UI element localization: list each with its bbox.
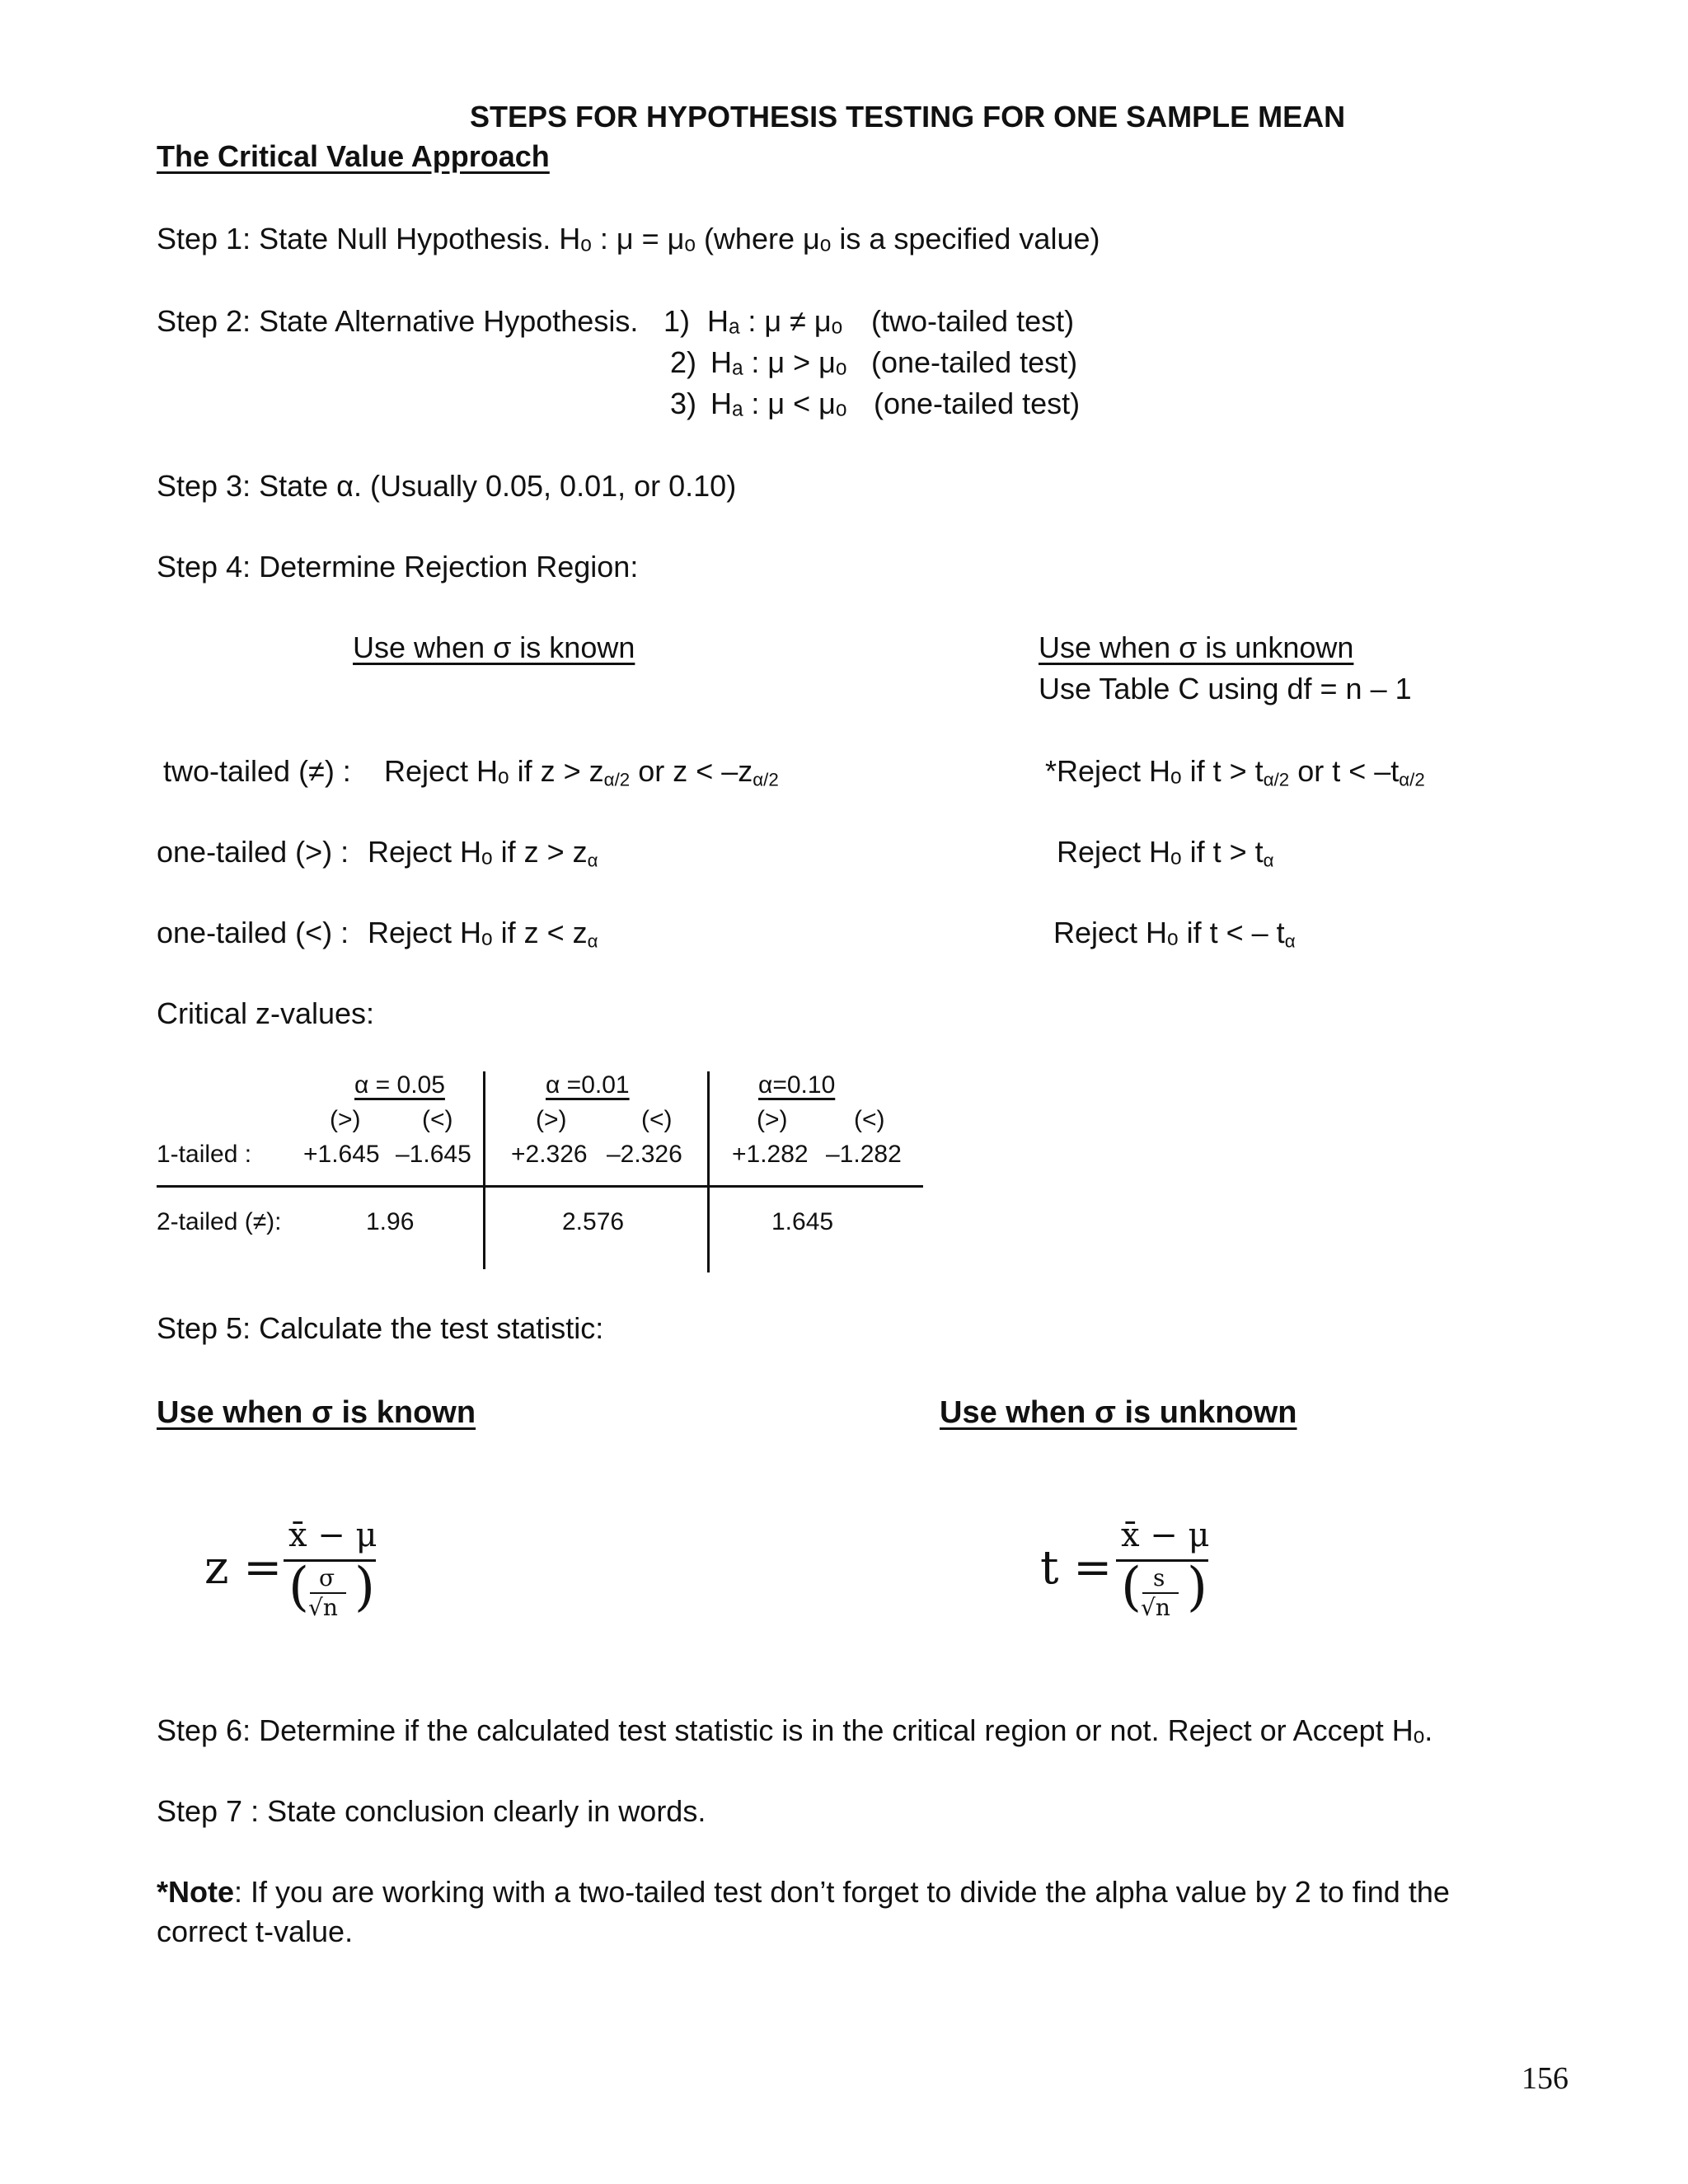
dir-lt-2: (<) xyxy=(641,1106,673,1133)
one-tailed-lt-known-rule: Reject Hₒ if $z < z_\alpha$ xyxy=(368,916,598,952)
t-formula-left-paren: ( xyxy=(1121,1557,1142,1618)
one-tailed-lt-label: one-tailed (<) : xyxy=(157,916,349,949)
step-4-known-header: Use when σ is known xyxy=(353,630,635,664)
critical-z-label: Critical z-values: xyxy=(157,996,375,1030)
step-2-opt2-hyp: Hₐ : μ > μₒ xyxy=(710,345,847,379)
alpha-001-header: α =0.01 xyxy=(546,1071,630,1099)
one-tailed-lt-unknown-rule: Reject Hₒ if t < – $t_\alpha$ xyxy=(1053,916,1296,952)
one-tailed-gt-known-rule: Reject Hₒ if $z > z_\alpha$ xyxy=(368,835,598,871)
t-formula-sqrt-n: √n xyxy=(1141,1594,1170,1621)
t-formula-lhs: t = xyxy=(1040,1541,1113,1595)
row-2-label: 2-tailed (≠): xyxy=(157,1208,282,1235)
cell-2-2: 2.576 xyxy=(562,1208,625,1235)
z-formula-lhs: z = xyxy=(204,1541,283,1595)
step-2-opt1-hyp: Hₐ : μ ≠ μₒ xyxy=(707,304,843,338)
alpha-005-header: α = 0.05 xyxy=(354,1071,445,1099)
t-formula-s: s xyxy=(1153,1564,1165,1591)
t-formula-numerator: x̄ − μ xyxy=(1121,1516,1210,1554)
one-tailed-gt-label: one-tailed (>) : xyxy=(157,835,349,869)
cell-1-3: +2.326 xyxy=(511,1141,588,1168)
step-3: Step 3: State α. (Usually 0.05, 0.01, or 0.10) xyxy=(157,469,737,503)
alpha-010-header: α=0.10 xyxy=(758,1071,836,1099)
two-tailed-label: two-tailed (≠) : xyxy=(163,754,351,788)
cell-1-5: +1.282 xyxy=(732,1141,809,1168)
step-5-lead: Step 5: Calculate the test statistic: xyxy=(157,1311,604,1345)
page-number: 156 xyxy=(1522,2061,1568,2096)
note-line-1 xyxy=(157,1876,1450,1909)
dir-gt-3: (>) xyxy=(757,1106,788,1133)
step-2-opt3-num: 3) xyxy=(670,387,697,420)
row-1-label: 1-tailed : xyxy=(157,1141,252,1168)
z-formula-sigma: σ xyxy=(319,1564,335,1591)
dir-gt-2: (>) xyxy=(536,1106,567,1133)
table-row-divider xyxy=(157,1185,923,1188)
step-2-opt1-num: 1) xyxy=(663,304,691,338)
cell-2-3: 1.645 xyxy=(771,1208,834,1235)
z-formula xyxy=(198,1516,396,1648)
step-4-unknown-note: Use Table C using df = n – 1 xyxy=(1039,672,1412,705)
step-2-opt2-num: 2) xyxy=(670,345,697,379)
note-line-2: correct t-value. xyxy=(157,1915,354,1948)
cell-1-6: –1.282 xyxy=(826,1141,902,1168)
table-col-divider-2 xyxy=(707,1071,710,1272)
t-formula xyxy=(1034,1516,1231,1648)
cell-1-4: –2.326 xyxy=(607,1141,682,1168)
z-formula-sqrt-n: √n xyxy=(308,1594,338,1621)
step-5-unknown-header: Use when σ is unknown xyxy=(940,1395,1297,1430)
note-label: *Note xyxy=(157,1875,235,1909)
dir-lt-1: (<) xyxy=(422,1106,453,1133)
cell-2-1: 1.96 xyxy=(366,1208,415,1235)
step-2-opt3-type: (one-tailed test) xyxy=(874,387,1081,420)
note-text: : If you are working with a two-tailed test don’t forget to divide the alpha value by 2 to find the xyxy=(234,1875,1450,1909)
step-2-opt2-type: (one-tailed test) xyxy=(871,345,1078,379)
page-title: STEPS FOR HYPOTHESIS TESTING FOR ONE SAMPLE MEAN xyxy=(470,100,1346,134)
step-4-unknown-header: Use when σ is unknown xyxy=(1039,630,1354,664)
cell-1-1: +1.645 xyxy=(303,1141,380,1168)
step-2-lead: Step 2: State Alternative Hypothesis. xyxy=(157,304,639,338)
two-tailed-known-rule: Reject Hₒ if $z > z_{\alpha/2}$ or $z < -z_{\alpha/2}$ xyxy=(384,754,779,790)
page-subtitle: The Critical Value Approach xyxy=(157,139,550,173)
one-tailed-gt-unknown-rule: Reject Hₒ if $t > t_\alpha$ xyxy=(1057,835,1274,871)
step-6: Step 6: Determine if the calculated test statistic is in the critical region or not. Reject or Accept Hₒ. xyxy=(157,1713,1433,1747)
z-formula-left-paren: ( xyxy=(288,1557,309,1618)
step-1: Step 1: State Null Hypothesis. Hₒ : μ = μₒ (where μₒ is a specified value) xyxy=(157,222,1100,255)
step-2-opt1-type: (two-tailed test) xyxy=(871,304,1075,338)
two-tailed-unknown-rule: *Reject Hₒ if $t > t_{\alpha/2}$ or $t < -t_{\alpha/2}$ xyxy=(1045,754,1425,790)
z-formula-right-paren: ) xyxy=(354,1557,375,1618)
step-7: Step 7 : State conclusion clearly in words. xyxy=(157,1794,706,1828)
step-4-lead: Step 4: Determine Rejection Region: xyxy=(157,550,639,583)
z-formula-numerator: x̄ − μ xyxy=(288,1516,377,1554)
cell-1-2: –1.645 xyxy=(396,1141,471,1168)
t-formula-right-paren: ) xyxy=(1187,1557,1207,1618)
step-5-known-header: Use when σ is known xyxy=(157,1395,476,1430)
dir-gt-1: (>) xyxy=(330,1106,361,1133)
dir-lt-3: (<) xyxy=(854,1106,885,1133)
step-2-opt3-hyp: Hₐ : μ < μₒ xyxy=(710,387,847,420)
table-col-divider-1 xyxy=(483,1071,485,1269)
